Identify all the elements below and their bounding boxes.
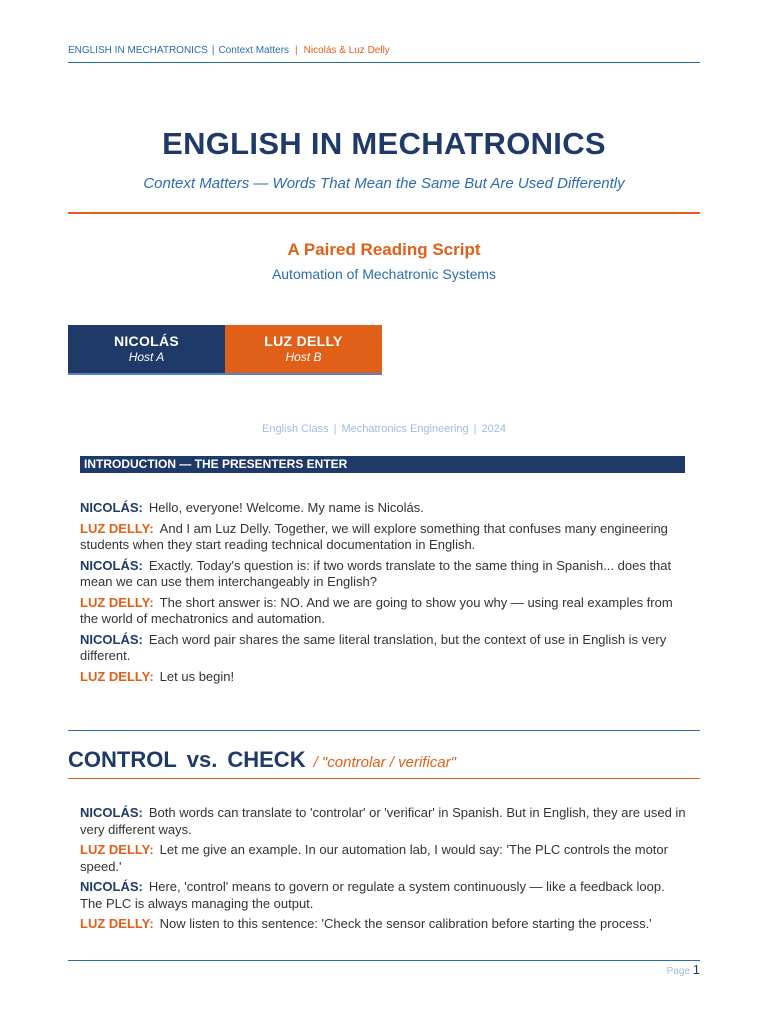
dialogue-line <box>80 500 690 517</box>
class-program: Mechatronics Engineering <box>341 423 469 435</box>
section-dialogue <box>80 805 690 937</box>
dialogue-line <box>80 805 690 838</box>
host-role: Host A <box>128 350 165 364</box>
dialogue-text: And I am Luz Delly. Together, we will explore something that confuses many engineering students when they start reading technical documentation in English. <box>80 520 668 552</box>
speaker-label: NICOLÁS: <box>80 631 143 647</box>
intro-section-heading: INTRODUCTION — THE PRESENTERS ENTER <box>80 456 685 473</box>
section-heading <box>68 747 700 773</box>
page-number <box>667 962 700 977</box>
host-role: Host B <box>285 350 322 364</box>
page-label: Page <box>666 966 690 977</box>
hosts-table <box>68 325 382 375</box>
header-separator: | <box>211 45 215 56</box>
class-separator: | <box>473 423 477 435</box>
host-name: NICOLÁS <box>113 333 180 349</box>
dialogue-line <box>80 521 690 554</box>
dialogue-text: Both words can translate to 'controlar' or 'verificar' in Spanish. But in English, they are used in very different ways. <box>80 805 686 837</box>
class-year: 2024 <box>481 423 507 435</box>
script-subtitle: Automation of Mechatronic Systems <box>271 266 497 282</box>
speaker-label: NICOLÁS: <box>80 500 143 515</box>
host-a-cell <box>68 325 225 373</box>
dialogue-text: Here, 'control' means to govern or regulate a system continuously — like a feedback loop. The PLC is always managing the output. <box>80 879 665 911</box>
dialogue-text: Let us begin! <box>159 668 235 684</box>
header-separator: | <box>295 45 298 56</box>
dialogue-text: Exactly. Today's question is: if two words translate to the same thing in Spanish... does that mean we can use them interchangeably in English? <box>80 557 672 589</box>
dialogue-line <box>80 879 690 912</box>
divider <box>68 730 700 731</box>
speaker-label: NICOLÁS: <box>80 879 143 894</box>
footer-divider <box>68 960 700 961</box>
speaker-label: NICOLÁS: <box>80 557 143 573</box>
dialogue-line <box>80 669 690 686</box>
running-header <box>68 45 700 63</box>
speaker-label: NICOLÁS: <box>80 805 143 820</box>
dialogue-line <box>80 916 690 933</box>
page-title: ENGLISH IN MECHATRONICS <box>162 126 606 161</box>
divider <box>68 778 700 779</box>
dialogue-line <box>80 558 690 591</box>
dialogue-text: Now listen to this sentence: 'Check the sensor calibration before starting the process.' <box>159 916 652 931</box>
speaker-label: LUZ DELLY: <box>80 594 154 610</box>
dialogue-line <box>80 595 690 628</box>
dialogue-text: Hello, everyone! Welcome. My name is Nicolás. <box>148 500 424 515</box>
dialogue-text: Each word pair shares the same literal translation, but the context of use in English is very different. <box>80 631 667 663</box>
header-authors: Nicolás & Luz Delly <box>303 45 390 56</box>
page-subtitle: Context Matters — Words That Mean the Same But Are Used Differently <box>143 175 625 192</box>
class-separator: | <box>333 423 337 435</box>
dialogue-line <box>80 842 690 875</box>
dialogue-line <box>80 632 690 665</box>
header-course: ENGLISH IN MECHATRONICS <box>68 45 208 56</box>
header-topic: Context Matters <box>218 45 290 56</box>
section-word-2: CHECK <box>227 747 306 772</box>
dialogue-text: The short answer is: NO. And we are going to show you why — using real examples from the world of mechatronics and automation. <box>80 594 673 626</box>
script-title: A Paired Reading Script <box>287 240 481 259</box>
class-name: English Class <box>261 423 329 435</box>
host-b-cell <box>225 325 382 373</box>
section-vs: vs. <box>186 747 218 772</box>
divider <box>68 212 700 214</box>
section-translation: / "controlar / verificar" <box>313 754 456 771</box>
speaker-label: LUZ DELLY: <box>80 842 154 857</box>
page-number-value: 1 <box>692 962 700 977</box>
dialogue-text: Let me give an example. In our automation lab, I would say: 'The PLC controls the motor speed.' <box>80 842 668 874</box>
speaker-label: LUZ DELLY: <box>80 520 154 536</box>
host-name: LUZ DELLY <box>264 333 343 349</box>
class-info <box>0 423 768 435</box>
speaker-label: LUZ DELLY: <box>80 916 154 931</box>
speaker-label: LUZ DELLY: <box>80 668 154 684</box>
section-word-1: CONTROL <box>68 747 177 772</box>
intro-dialogue <box>80 500 690 689</box>
